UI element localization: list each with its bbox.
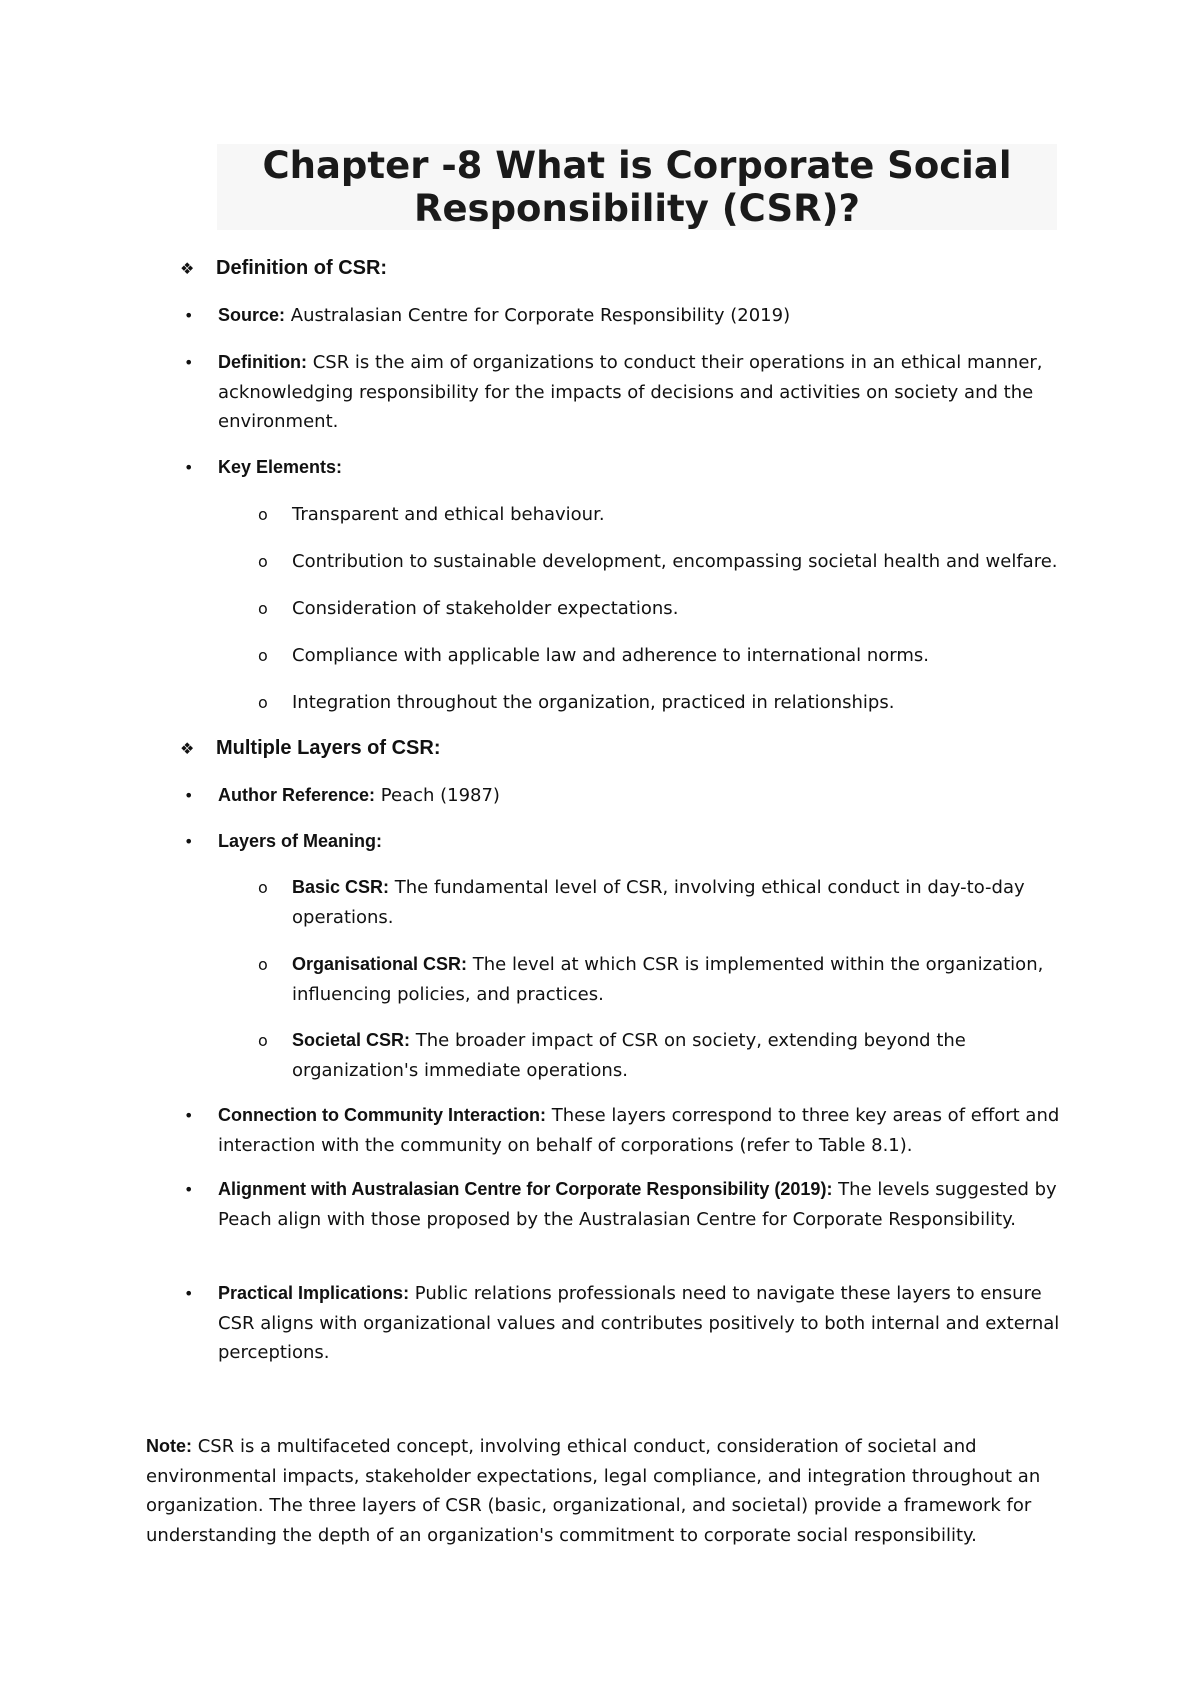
page-title-line-2: Responsibility (CSR)?	[413, 187, 861, 230]
section-heading-definition	[180, 254, 387, 283]
layer-item-organisational	[292, 950, 1072, 1009]
bullet-icon: •	[184, 832, 194, 851]
item-label: Alignment with Australasian Centre for Corporate Responsibility (2019):	[218, 1179, 833, 1199]
item-label: Connection to Community Interaction:	[218, 1105, 546, 1125]
bullet-icon: •	[184, 353, 194, 372]
item-text: The levels suggested by Peach align with those proposed by the Australasian Centre for Corporate Responsibility.	[218, 1179, 1057, 1230]
item-label: Source:	[218, 305, 286, 325]
sub-bullet-icon: o	[258, 599, 268, 618]
item-label: Author Reference:	[218, 785, 376, 805]
key-element-item: Transparent and ethical behaviour.	[292, 504, 605, 525]
bullet-icon: •	[184, 1180, 194, 1199]
item-text: Peach (1987)	[375, 785, 500, 806]
diamond-bullet-icon: ❖	[180, 739, 195, 758]
item-label: Layers of Meaning:	[218, 831, 383, 851]
layer-label: Organisational CSR:	[292, 954, 468, 974]
note-label: Note:	[146, 1436, 192, 1456]
page-title-line-1: Chapter -8 What is Corporate Social	[262, 144, 1012, 187]
bullet-icon: •	[184, 786, 194, 805]
bullet-icon: •	[184, 1284, 194, 1303]
item-label: Key Elements:	[218, 457, 343, 477]
layer-item-societal	[292, 1026, 1072, 1085]
bullet-icon: •	[184, 458, 194, 477]
list-item-definition	[218, 348, 1068, 437]
layer-item-basic	[292, 873, 1072, 932]
item-text: Public relations professionals need to navigate these layers to ensure CSR aligns with organizational values and contributes positively to both internal and external perceptions.	[218, 1283, 1060, 1363]
section-heading-text: Definition of CSR:	[216, 257, 388, 279]
item-label: Definition:	[218, 352, 307, 372]
list-item-layers-of-meaning	[218, 827, 1068, 857]
bullet-icon: •	[184, 1106, 194, 1125]
item-text: These layers correspond to three key areas of effort and interaction with the community on behalf of corporations (refer to Table 8.1).	[218, 1105, 1060, 1156]
sub-bullet-icon: o	[258, 878, 268, 897]
layer-label: Societal CSR:	[292, 1030, 411, 1050]
layer-text: The broader impact of CSR on society, extending beyond the organization's immediate operations.	[292, 1030, 966, 1081]
sub-bullet-icon: o	[258, 646, 268, 665]
sub-bullet-icon: o	[258, 955, 268, 974]
sub-bullet-icon: o	[258, 1031, 268, 1050]
item-text: CSR is the aim of organizations to conduct their operations in an ethical manner, acknowledging responsibility for the impacts of decisions and activities on society and the environment.	[218, 352, 1043, 432]
list-item-author-reference	[218, 781, 1068, 811]
item-text: Australasian Centre for Corporate Responsibility (2019)	[285, 305, 791, 326]
sub-bullet-icon: o	[258, 505, 268, 524]
note-text: CSR is a multifaceted concept, involving ethical conduct, consideration of societal and environmental impacts, stakeholder expectations, legal compliance, and integration throughout an organization. The three layers of CSR (basic, organizational, and societal) provide a framework for understanding the depth of an organization's commitment to corporate social responsibility.	[146, 1436, 1041, 1546]
list-item-source	[218, 301, 1068, 331]
section-heading-text: Multiple Layers of CSR:	[216, 737, 441, 759]
key-element-item: Contribution to sustainable development, encompassing societal health and welfare.	[292, 551, 1058, 572]
list-item-practical-implications	[218, 1279, 1068, 1368]
item-label: Practical Implications:	[218, 1283, 410, 1303]
key-element-item: Compliance with applicable law and adherence to international norms.	[292, 645, 930, 666]
layer-label: Basic CSR:	[292, 877, 390, 897]
bullet-icon: •	[184, 306, 194, 325]
list-item-connection	[218, 1101, 1068, 1160]
section-heading-layers	[180, 734, 440, 763]
sub-bullet-icon: o	[258, 552, 268, 571]
list-item-alignment	[218, 1175, 1068, 1234]
note-paragraph	[146, 1432, 1066, 1550]
sub-bullet-icon: o	[258, 693, 268, 712]
layer-text: The level at which CSR is implemented within the organization, influencing policies, and practices.	[292, 954, 1044, 1005]
layer-text: The fundamental level of CSR, involving ethical conduct in day-to-day operations.	[292, 877, 1025, 928]
key-element-item: Consideration of stakeholder expectations.	[292, 598, 679, 619]
diamond-bullet-icon: ❖	[180, 259, 195, 278]
page-title	[217, 144, 1057, 230]
key-element-item: Integration throughout the organization, practiced in relationships.	[292, 692, 895, 713]
list-item-key-elements	[218, 453, 1068, 483]
